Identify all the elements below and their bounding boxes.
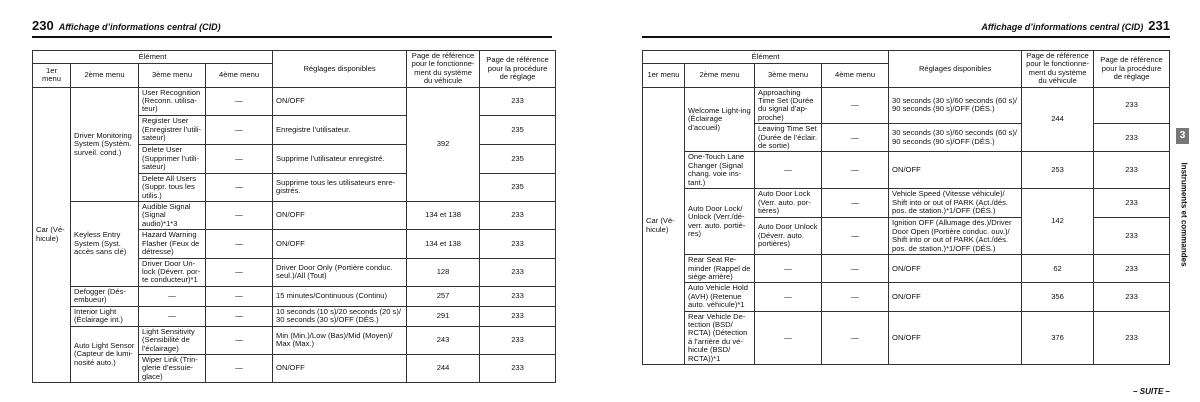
table-row [643, 283, 1170, 311]
header-menu-1: 1er menu [33, 63, 71, 87]
menu-4-cell: — [206, 258, 273, 286]
menu-4-cell: — [822, 152, 889, 189]
menu-4-cell: — [206, 326, 273, 354]
menu-4-cell: — [822, 311, 889, 364]
ref-procedure-cell: 233 [1094, 87, 1170, 124]
menu-3-cell: — [755, 255, 822, 283]
menu-4-cell: — [822, 87, 889, 124]
menu-4-cell: — [822, 189, 889, 218]
ref-procedure-cell: 233 [480, 326, 556, 354]
menu-1-cell: Car (Vé-hicule) [33, 87, 71, 383]
menu-4-cell: — [822, 218, 889, 255]
continued-label: – SUITE – [1133, 387, 1170, 396]
left-header-rule [32, 36, 552, 38]
header-settings: Réglages disponibles [889, 51, 1022, 88]
left-header-title: Affichage d’informations central (CID) [58, 22, 221, 32]
right-page [600, 0, 1200, 402]
menu-3-cell: — [139, 306, 206, 326]
settings-cell: ON/OFF [273, 87, 407, 115]
menu-2-cell: Driver Monitoring System (Systèm. surveil. cond.) [71, 87, 139, 201]
menu-3-cell: Wiper Link (Trin-glerie d’essuie-glace) [139, 354, 206, 382]
header-menu-3: 3ème menu [139, 63, 206, 87]
table-row [643, 255, 1170, 283]
settings-cell: ON/OFF [889, 283, 1022, 311]
ref-function-cell: 392 [407, 87, 480, 201]
header-menu-2: 2ème menu [685, 63, 755, 87]
ref-function-cell: 253 [1022, 152, 1094, 189]
ref-procedure-cell: 233 [1094, 255, 1170, 283]
table-row [643, 189, 1170, 218]
settings-cell: Supprime tous les utilisateurs enre-gistrés. [273, 173, 407, 201]
menu-3-cell: Audible Signal (Signal audio)*1*3 [139, 202, 206, 230]
ref-function-cell: 376 [1022, 311, 1094, 364]
table-row [643, 87, 1170, 124]
settings-cell: ON/OFF [273, 354, 407, 382]
table-row [33, 202, 556, 230]
header-menu-1: 1er menu [643, 63, 685, 87]
ref-procedure-cell: 233 [1094, 124, 1170, 152]
menu-4-cell: — [206, 306, 273, 326]
settings-cell: ON/OFF [889, 152, 1022, 189]
menu-4-cell: — [822, 124, 889, 152]
settings-cell: ON/OFF [889, 255, 1022, 283]
ref-procedure-cell: 233 [480, 286, 556, 306]
ref-function-cell: 244 [407, 354, 480, 382]
ref-function-cell: 134 et 138 [407, 230, 480, 258]
settings-cell: Supprime l’utilisateur enregistré. [273, 144, 407, 173]
settings-cell: ON/OFF [273, 202, 407, 230]
menu-3-cell: Auto Door Lock (Verr. auto. por-tières) [755, 189, 822, 218]
menu-3-cell: Leaving Time Set (Durée de l’éclair. de sortie) [755, 124, 822, 152]
ref-procedure-cell: 235 [480, 115, 556, 144]
ref-procedure-cell: 235 [480, 173, 556, 201]
left-settings-table [32, 50, 556, 383]
ref-function-cell: 62 [1022, 255, 1094, 283]
menu-4-cell: — [206, 87, 273, 115]
header-element: Élément [643, 51, 889, 64]
menu-3-cell: — [755, 311, 822, 364]
header-menu-3: 3ème menu [755, 63, 822, 87]
settings-cell: 30 seconds (30 s)/60 seconds (60 s)/ 90 seconds (90 s)/OFF (DÉS.) [889, 124, 1022, 152]
left-page-number: 230 [32, 18, 54, 33]
menu-4-cell: — [206, 286, 273, 306]
menu-2-cell: Rear Seat Re-minder (Rappel de siège arrière) [685, 255, 755, 283]
header-ref-procedure: Page de référence pour la procédure de réglage [480, 51, 556, 88]
header-ref-procedure: Page de référence pour la procédure de réglage [1094, 51, 1170, 88]
right-header [981, 18, 1170, 36]
settings-cell: Ignition OFF (Allumage dés.)/Driver Door Open (Portière conduc. ouv.)/ Shift into or out of PARK (Act./dés. pos. de station.)*1/OFF (DÉS.) [889, 218, 1022, 255]
menu-2-cell: One-Touch Lane Changer (Signal chang. voie ins-tant.) [685, 152, 755, 189]
table-row [33, 286, 556, 306]
menu-4-cell: — [822, 283, 889, 311]
left-header [32, 18, 221, 36]
menu-3-cell: Driver Door Un-lock (Déverr. por-te conducteur)*1 [139, 258, 206, 286]
settings-cell: 15 minutes/Continuous (Continu) [273, 286, 407, 306]
settings-cell: Enregistre l’utilisateur. [273, 115, 407, 144]
menu-4-cell: — [206, 144, 273, 173]
menu-1-cell: Car (Vé-hicule) [643, 87, 685, 364]
header-menu-4: 4ème menu [206, 63, 273, 87]
menu-3-cell: Hazard Warning Flasher (Feux de détresse) [139, 230, 206, 258]
menu-4-cell: — [206, 202, 273, 230]
menu-4-cell: — [822, 255, 889, 283]
menu-3-cell: — [139, 286, 206, 306]
menu-2-cell: Keyless Entry System (Syst. accès sans clé) [71, 202, 139, 287]
ref-function-cell: 142 [1022, 189, 1094, 255]
ref-procedure-cell: 235 [480, 144, 556, 173]
ref-procedure-cell: 233 [1094, 311, 1170, 364]
settings-cell: 10 seconds (10 s)/20 seconds (20 s)/ 30 seconds (30 s)/OFF (DÉS.) [273, 306, 407, 326]
ref-function-cell: 291 [407, 306, 480, 326]
ref-procedure-cell: 233 [480, 306, 556, 326]
table-row [643, 311, 1170, 364]
settings-cell: Min (Min.)/Low (Bas)/Mid (Moyen)/ Max (Max.) [273, 326, 407, 354]
menu-2-cell: Rear Vehicle De-tection (BSD/ RCTA) (Détection à l’arrière du vé-hicule (BSD/ RCTA))*1 [685, 311, 755, 364]
ref-procedure-cell: 233 [1094, 283, 1170, 311]
right-header-title: Affichage d’informations central (CID) [981, 22, 1144, 32]
settings-cell: 30 seconds (30 s)/60 seconds (60 s)/ 90 seconds (90 s)/OFF (DÉS.) [889, 87, 1022, 124]
chapter-sidebar [1172, 152, 1194, 292]
menu-3-cell: Light Sensitivity (Sensibilité de l’éclairage) [139, 326, 206, 354]
header-menu-2: 2ème menu [71, 63, 139, 87]
header-element: Élément [33, 51, 273, 64]
menu-2-cell: Auto Light Sensor (Capteur de lumi-nosité auto.) [71, 326, 139, 382]
ref-procedure-cell: 233 [1094, 152, 1170, 189]
chapter-title: Instruments et commandes [1179, 162, 1189, 267]
menu-4-cell: — [206, 115, 273, 144]
ref-procedure-cell: 233 [480, 230, 556, 258]
table-row [643, 152, 1170, 189]
settings-cell: ON/OFF [273, 230, 407, 258]
menu-3-cell: Approaching Time Set (Durée du signal d’ap-proche) [755, 87, 822, 124]
ref-function-cell: 243 [407, 326, 480, 354]
header-settings: Réglages disponibles [273, 51, 407, 88]
menu-2-cell: Auto Door Lock/ Unlock (Verr./dé-verr. auto. portiè-res) [685, 189, 755, 255]
ref-function-cell: 244 [1022, 87, 1094, 152]
menu-2-cell: Welcome Light-ing (Éclairage d’accueil) [685, 87, 755, 152]
ref-procedure-cell: 233 [1094, 189, 1170, 218]
right-settings-table [642, 50, 1170, 365]
menu-3-cell: Register User (Enregistrer l’utili-sateur) [139, 115, 206, 144]
ref-procedure-cell: 233 [1094, 218, 1170, 255]
menu-2-cell: Defogger (Dés-embueur) [71, 286, 139, 306]
ref-procedure-cell: 233 [480, 258, 556, 286]
table-row [33, 306, 556, 326]
ref-function-cell: 356 [1022, 283, 1094, 311]
header-ref-function: Page de référence pour le fonctionne-ment du système du véhicule [1022, 51, 1094, 88]
header-menu-4: 4ème menu [822, 63, 889, 87]
menu-4-cell: — [206, 230, 273, 258]
ref-function-cell: 134 et 138 [407, 202, 480, 230]
header-ref-function: Page de référence pour le fonctionne-ment du système du véhicule [407, 51, 480, 88]
menu-3-cell: Delete All Users (Suppr. tous les utilis.) [139, 173, 206, 201]
menu-3-cell: User Recognition (Reconn. utilisa-teur) [139, 87, 206, 115]
ref-function-cell: 257 [407, 286, 480, 306]
settings-cell: ON/OFF [889, 311, 1022, 364]
menu-4-cell: — [206, 354, 273, 382]
menu-2-cell: Auto Vehicle Hold (AVH) (Retenue auto. véhicule)*1 [685, 283, 755, 311]
ref-procedure-cell: 233 [480, 87, 556, 115]
settings-cell: Driver Door Only (Portière conduc. seul.)/All (Tout) [273, 258, 407, 286]
menu-3-cell: — [755, 283, 822, 311]
right-page-number: 231 [1148, 18, 1170, 33]
ref-procedure-cell: 233 [480, 354, 556, 382]
menu-2-cell: Interior Light (Éclairage int.) [71, 306, 139, 326]
menu-4-cell: — [206, 173, 273, 201]
table-row [33, 326, 556, 354]
menu-3-cell: Delete User (Supprimer l’utili-sateur) [139, 144, 206, 173]
menu-3-cell: — [755, 152, 822, 189]
menu-3-cell: Auto Door Unlock (Déverr. auto. portières) [755, 218, 822, 255]
ref-function-cell: 128 [407, 258, 480, 286]
settings-cell: Vehicle Speed (Vitesse véhicule)/ Shift into or out of PARK (Act./dés. pos. de station.)*1/OFF (DÉS.) [889, 189, 1022, 218]
chapter-tab: 3 [1176, 128, 1189, 144]
table-row [33, 87, 556, 115]
right-header-rule [642, 36, 1170, 38]
ref-procedure-cell: 233 [480, 202, 556, 230]
